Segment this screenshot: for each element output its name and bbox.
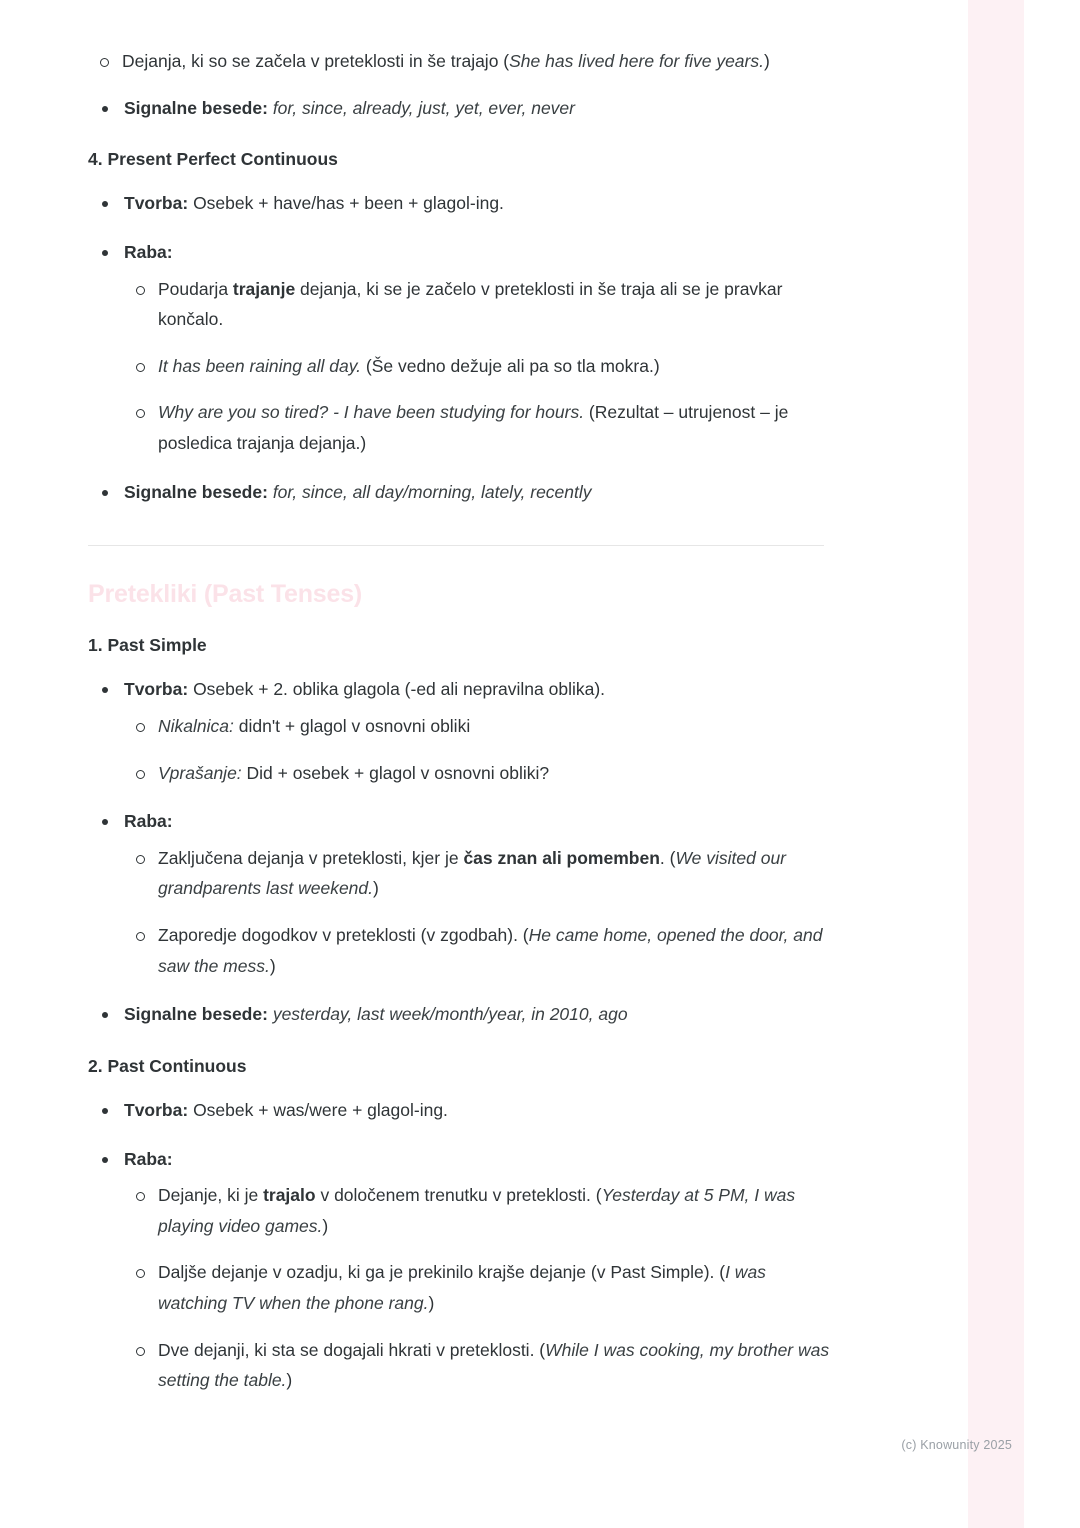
tvorba-text: Osebek + have/has + been + glagol-ing. <box>193 193 504 214</box>
raba-sublist <box>124 1180 836 1396</box>
heading-past-simple: 1. Past Simple <box>88 635 207 656</box>
list-item-signal <box>88 999 836 1030</box>
list-item: Why are you so tired? - I have been studying for hours. (Rezultat – utrujenost – je posledica trajanja dejanja.) <box>124 397 836 458</box>
tvorba-text: Osebek + was/were + glagol-ing. <box>193 1099 448 1120</box>
list-item: Zaporedje dogodkov v preteklosti (v zgodbah). (He came home, opened the door, and saw the mess.) <box>124 920 836 981</box>
list-item-tvorba <box>88 188 836 219</box>
present-perfect-signal-list <box>88 93 836 124</box>
raba-sublist <box>124 843 836 982</box>
nikalnica-text: didn't + glagol v osnovni obliki <box>233 715 471 736</box>
heading-present-perfect-continuous: 4. Present Perfect Continuous <box>88 149 338 170</box>
example-sentence: Why are you so tired? - I have been studying for hours. <box>158 402 585 423</box>
example-sentence: Yesterday at 5 PM, I was playing video games. <box>158 1185 796 1236</box>
raba-sublist <box>124 274 836 459</box>
tvorba-label: Tvorba: <box>124 1099 189 1120</box>
page-margin-strip <box>968 0 1024 1528</box>
signal-words-label: Signalne besede: <box>124 97 268 118</box>
example-sentence: While I was cooking, my brother was setting the table. <box>158 1339 830 1391</box>
list-item: Poudarja trajanje dejanja, ki se je začelo v preteklosti in še traja ali se je pravkar končalo. <box>124 274 836 335</box>
emphasis-trajalo: trajalo <box>263 1185 316 1206</box>
signal-words-value: for, since, all day/morning, lately, recently <box>272 481 592 502</box>
present-perfect-continuous-list <box>88 188 836 507</box>
heading-past-continuous: 2. Past Continuous <box>88 1055 247 1076</box>
tvorba-label: Tvorba: <box>124 193 189 214</box>
list-item: Daljše dejanje v ozadju, ki ga je prekinilo krajše dejanje (v Past Simple). (I was watching TV when the phone rang.) <box>124 1257 836 1318</box>
signal-words-value: for, since, already, just, yet, ever, never <box>272 97 575 118</box>
vprasanje-label: Vprašanje: <box>158 762 242 783</box>
list-item-tvorba <box>88 674 836 788</box>
list-item <box>124 758 836 789</box>
example-sentence: I was watching TV when the phone rang. <box>158 1262 766 1313</box>
raba-label: Raba: <box>124 241 173 262</box>
vprasanje-text: Did + osebek + glagol v osnovni obliki? <box>241 762 550 783</box>
raba-label: Raba: <box>124 1148 173 1169</box>
copyright-watermark: (c) Knowunity 2025 <box>901 1438 1012 1452</box>
document-content <box>88 40 836 1414</box>
list-item-raba <box>88 806 836 981</box>
present-perfect-continued-list <box>88 46 836 77</box>
emphasis-cas-znan: čas znan ali pomemben <box>463 847 660 868</box>
emphasis-trajanje: trajanje <box>232 278 296 299</box>
list-item-signal <box>88 477 836 508</box>
list-item <box>88 93 836 124</box>
example-sentence: We visited our grandparents last weekend. <box>158 847 787 899</box>
section-title-past-tenses: Pretekliki (Past Tenses) <box>88 580 363 609</box>
example-sentence: It has been raining all day. <box>158 355 362 376</box>
tvorba-text: Osebek + 2. oblika glagola (-ed ali nepravilna oblika). <box>193 679 606 700</box>
list-item: Dejanje, ki je trajalo v določenem trenutku v preteklosti. (Yesterday at 5 PM, I was playing video games.) <box>124 1180 836 1241</box>
list-item: Dve dejanji, ki sta se dogajali hkrati v preteklosti. (While I was cooking, my brother was setting the table.) <box>124 1335 836 1396</box>
signal-words-label: Signalne besede: <box>124 481 268 502</box>
example-sentence: She has lived here for five years. <box>509 51 764 71</box>
past-simple-list <box>88 674 836 1030</box>
example-sentence: He came home, opened the door, and saw the mess. <box>158 925 823 976</box>
list-item-raba <box>88 1144 836 1396</box>
list-item-raba <box>88 237 836 459</box>
raba-label: Raba: <box>124 811 173 832</box>
past-continuous-list <box>88 1095 836 1396</box>
signal-words-label: Signalne besede: <box>124 1004 268 1025</box>
tvorba-label: Tvorba: <box>124 679 189 700</box>
list-item: It has been raining all day. (Še vedno dežuje ali pa so tla mokra.) <box>124 351 836 382</box>
list-item-tvorba <box>88 1095 836 1126</box>
list-item: Zaključena dejanja v preteklosti, kjer je čas znan ali pomemben. (We visited our grandparents last weekend.) <box>124 843 836 904</box>
tvorba-sublist <box>124 711 836 788</box>
list-item: Dejanja, ki so se začela v preteklosti in še trajajo (She has lived here for five years.) <box>88 46 836 77</box>
list-item <box>124 711 836 742</box>
section-divider <box>88 545 824 546</box>
nikalnica-label: Nikalnica: <box>158 715 234 736</box>
signal-words-value: yesterday, last week/month/year, in 2010, ago <box>272 1004 628 1025</box>
